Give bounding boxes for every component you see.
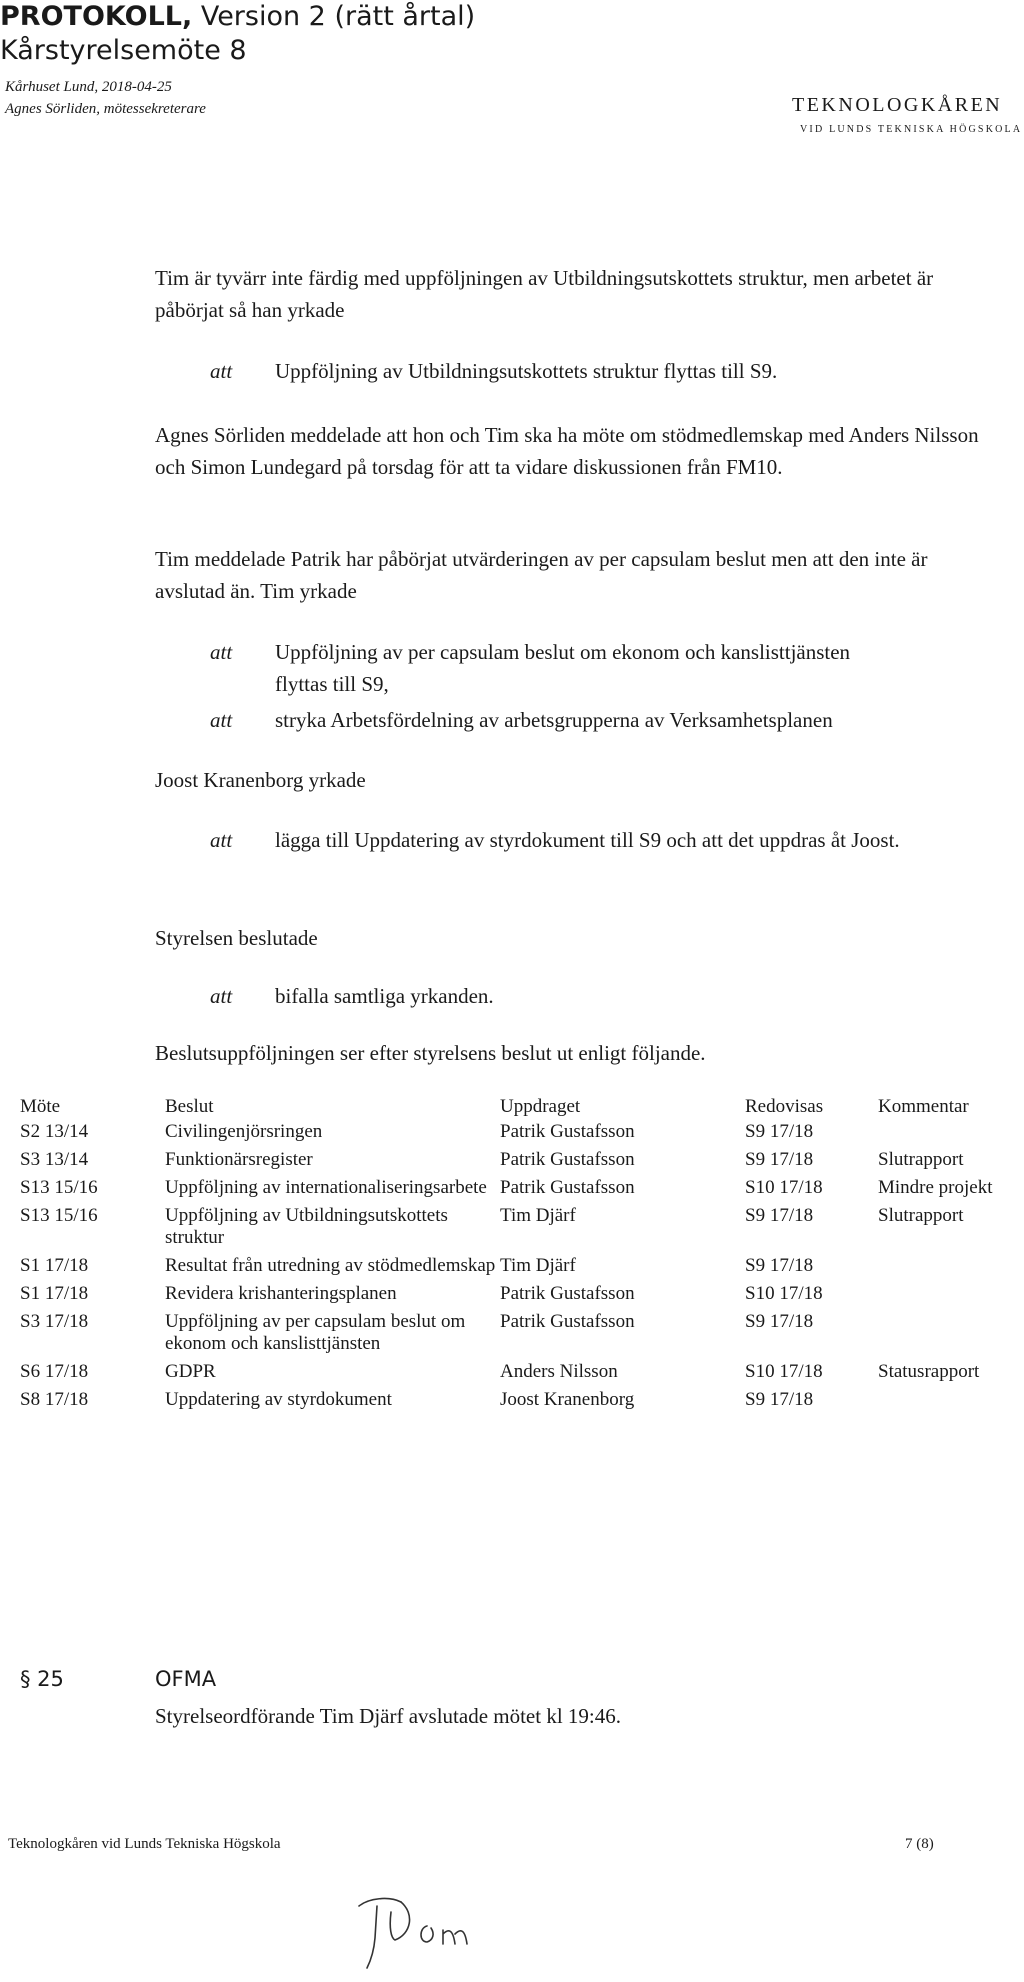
cell-uppdraget: Patrik Gustafsson bbox=[500, 1283, 635, 1304]
section-number: § 25 bbox=[20, 1667, 64, 1691]
cell-kommentar bbox=[878, 1252, 1018, 1280]
table-row bbox=[20, 1386, 1018, 1414]
cell-mote: S3 17/18 bbox=[20, 1311, 89, 1332]
cell-redovisas: S10 17/18 bbox=[745, 1283, 823, 1304]
cell-redovisas: S9 17/18 bbox=[745, 1205, 814, 1226]
paragraph-1: Tim är tyvärr inte färdig med uppföljningen av Utbildningsutskottets struktur, men arbetet är påbörjat så han yrkade bbox=[155, 266, 934, 322]
cell-uppdraget: Tim Djärf bbox=[500, 1255, 576, 1276]
cell-mote: S13 15/16 bbox=[20, 1205, 98, 1226]
att-label: att bbox=[210, 359, 233, 383]
cell-kommentar bbox=[878, 1280, 1018, 1308]
column-header: Kommentar bbox=[878, 1096, 969, 1117]
table-row bbox=[20, 1146, 1018, 1174]
cell-kommentar bbox=[878, 1386, 1018, 1414]
logo-subtitle: VID LUNDS TEKNISKA HÖGSKOLA bbox=[800, 124, 1023, 135]
cell-uppdraget: Patrik Gustafsson bbox=[500, 1177, 635, 1198]
signature bbox=[355, 1890, 495, 1975]
cell-mote: S1 17/18 bbox=[20, 1255, 89, 1276]
cell-redovisas: S10 17/18 bbox=[745, 1361, 823, 1382]
att-text: bifalla samtliga yrkanden. bbox=[275, 984, 494, 1008]
column-header: Beslut bbox=[165, 1096, 214, 1117]
cell-mote: S1 17/18 bbox=[20, 1283, 89, 1304]
table-row bbox=[20, 1174, 1018, 1202]
secretary: Agnes Sörliden, mötessekreterare bbox=[5, 101, 206, 117]
cell-beslut: Uppföljning av Utbildningsutskottets struktur bbox=[165, 1205, 448, 1248]
cell-mote: S8 17/18 bbox=[20, 1389, 89, 1410]
cell-kommentar: Statusrapport bbox=[878, 1361, 980, 1382]
cell-uppdraget: Joost Kranenborg bbox=[500, 1389, 635, 1410]
table-row bbox=[20, 1308, 1018, 1358]
page-number: 7 (8) bbox=[905, 1836, 934, 1852]
document-title-rest: Version 2 (rätt årtal) bbox=[192, 1, 476, 32]
cell-beslut: Revidera krishanteringsplanen bbox=[165, 1283, 397, 1304]
cell-beslut: Uppföljning av internationaliseringsarbete bbox=[165, 1177, 487, 1198]
cell-kommentar: Slutrapport bbox=[878, 1149, 964, 1170]
cell-kommentar bbox=[878, 1308, 1018, 1358]
paragraph-4: Joost Kranenborg yrkade bbox=[155, 768, 366, 792]
section-text: Styrelseordförande Tim Djärf avslutade mötet kl 19:46. bbox=[155, 1704, 622, 1728]
cell-redovisas: S9 17/18 bbox=[745, 1149, 814, 1170]
att-text: Uppföljning av per capsulam beslut om ekonom och kanslisttjänsten flyttas till S9, bbox=[275, 640, 851, 696]
footer-org: Teknologkåren vid Lunds Tekniska Högskola bbox=[8, 1836, 281, 1852]
place-date: Kårhuset Lund, 2018-04-25 bbox=[5, 79, 172, 95]
document-title-bold: PROTOKOLL, bbox=[0, 1, 193, 32]
cell-beslut: Uppdatering av styrdokument bbox=[165, 1389, 392, 1410]
att-text: stryka Arbetsfördelning av arbetsgrupperna av Verksamhetsplanen bbox=[275, 708, 833, 732]
cell-redovisas: S9 17/18 bbox=[745, 1311, 814, 1332]
meeting-name: Kårstyrelsemöte 8 bbox=[0, 35, 247, 66]
cell-mote: S13 15/16 bbox=[20, 1177, 98, 1198]
att-label: att bbox=[210, 828, 233, 852]
paragraph-6: Beslutsuppföljningen ser efter styrelsens beslut ut enligt följande. bbox=[155, 1041, 706, 1065]
cell-redovisas: S9 17/18 bbox=[745, 1389, 814, 1410]
att-label: att bbox=[210, 984, 233, 1008]
att-text: lägga till Uppdatering av styrdokument till S9 och att det uppdras åt Joost. bbox=[275, 828, 900, 852]
table-row bbox=[20, 1118, 1018, 1146]
cell-redovisas: S9 17/18 bbox=[745, 1255, 814, 1276]
document-title bbox=[0, 2, 475, 32]
table-row bbox=[20, 1202, 1018, 1252]
column-header: Möte bbox=[20, 1096, 61, 1117]
cell-beslut: Civilingenjörsringen bbox=[165, 1121, 323, 1142]
cell-kommentar bbox=[878, 1118, 1018, 1146]
cell-beslut: Uppföljning av per capsulam beslut om ekonom och kanslisttjänsten bbox=[165, 1311, 466, 1354]
logo-teknologkaren: TEKNOLOGKÅREN bbox=[792, 94, 1003, 116]
paragraph-5: Styrelsen beslutade bbox=[155, 926, 318, 950]
cell-uppdraget: Patrik Gustafsson bbox=[500, 1149, 635, 1170]
column-header: Uppdraget bbox=[500, 1096, 581, 1117]
column-header: Redovisas bbox=[745, 1096, 824, 1117]
table-row bbox=[20, 1280, 1018, 1308]
cell-beslut: Resultat från utredning av stödmedlemskap bbox=[165, 1255, 496, 1276]
cell-beslut: Funktionärsregister bbox=[165, 1149, 313, 1170]
cell-uppdraget: Anders Nilsson bbox=[500, 1361, 618, 1382]
cell-uppdraget: Tim Djärf bbox=[500, 1205, 576, 1226]
cell-mote: S3 13/14 bbox=[20, 1149, 89, 1170]
section-title: OFMA bbox=[155, 1667, 217, 1691]
table-row bbox=[20, 1358, 1018, 1386]
decision-followup-table bbox=[20, 1096, 1018, 1414]
table-header-row bbox=[20, 1096, 1018, 1118]
paragraph-3: Tim meddelade Patrik har påbörjat utvärderingen av per capsulam beslut men att den inte är avslutad än. Tim yrkade bbox=[155, 547, 928, 603]
paragraph-2: Agnes Sörliden meddelade att hon och Tim ska ha möte om stödmedlemskap med Anders Nilsson och Simon Lundegard på torsdag för att ta vidare diskussionen från FM10. bbox=[155, 423, 979, 479]
table-row bbox=[20, 1252, 1018, 1280]
cell-mote: S2 13/14 bbox=[20, 1121, 89, 1142]
att-label: att bbox=[210, 708, 233, 732]
att-text: Uppföljning av Utbildningsutskottets struktur flyttas till S9. bbox=[275, 359, 778, 383]
cell-uppdraget: Patrik Gustafsson bbox=[500, 1311, 635, 1332]
cell-uppdraget: Patrik Gustafsson bbox=[500, 1121, 635, 1142]
cell-beslut: GDPR bbox=[165, 1361, 216, 1382]
cell-kommentar: Slutrapport bbox=[878, 1205, 964, 1226]
cell-kommentar: Mindre projekt bbox=[878, 1177, 993, 1198]
cell-redovisas: S10 17/18 bbox=[745, 1177, 823, 1198]
cell-redovisas: S9 17/18 bbox=[745, 1121, 814, 1142]
cell-mote: S6 17/18 bbox=[20, 1361, 89, 1382]
att-label: att bbox=[210, 640, 233, 664]
